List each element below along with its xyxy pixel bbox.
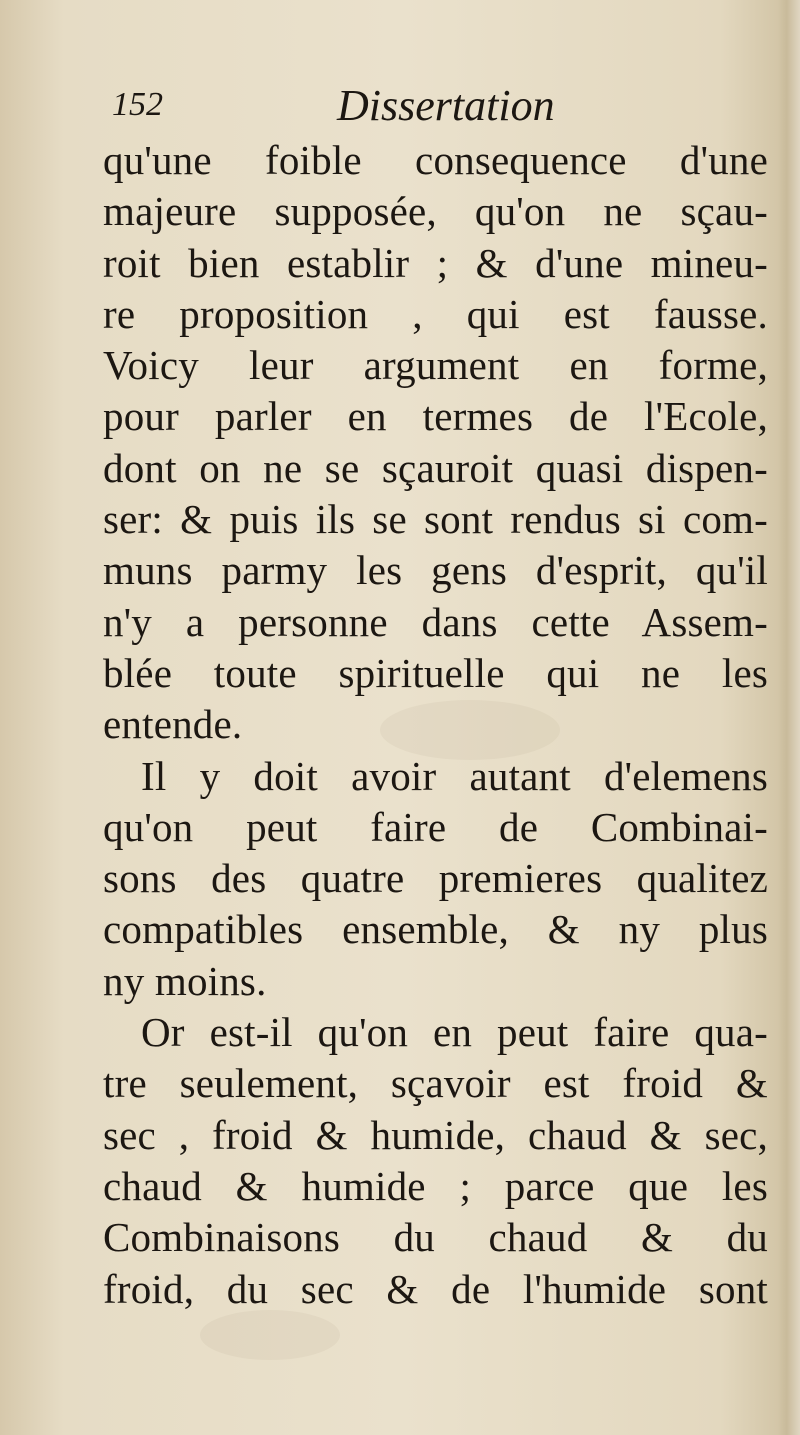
text-line: dont on ne se sçauroit quasi dispen- xyxy=(103,444,768,491)
text-line: entende. xyxy=(103,701,243,748)
text-line: re proposition , qui est fausse. xyxy=(103,290,768,337)
text-line: sons des quatre premieres qualitez xyxy=(103,855,768,902)
text-line: majeure supposée, qu'on ne sçau- xyxy=(103,188,768,235)
text-line: ser: & puis ils se sont rendus si com- xyxy=(103,496,768,543)
text-line: muns parmy les gens d'esprit, qu'il xyxy=(103,547,768,594)
text-line: Combinaisons du chaud & du xyxy=(103,1214,768,1261)
text-line: n'y a personne dans cette Assem- xyxy=(103,598,768,645)
text-line: Or est-il qu'on en peut faire qua- xyxy=(141,1009,768,1056)
body-text xyxy=(103,135,768,1315)
text-line: roit bien establir ; & d'une mineu- xyxy=(103,239,768,286)
text-line: blée toute spirituelle qui ne les xyxy=(103,649,768,696)
paper-stain xyxy=(200,1310,340,1360)
text-line: qu'une foible consequence d'une xyxy=(103,137,768,183)
page-number: 152 xyxy=(112,86,163,123)
text-line: Voicy leur argument en forme, xyxy=(103,342,768,389)
text-line: froid, du sec & de l'humide sont xyxy=(103,1265,768,1312)
text-line: sec , froid & humide, chaud & sec, xyxy=(103,1111,768,1158)
text-line: pour parler en termes de l'Ecole, xyxy=(103,393,768,440)
text-line: tre seulement, sçavoir est froid & xyxy=(103,1060,768,1107)
page-header xyxy=(112,80,712,132)
text-line: ny moins. xyxy=(103,957,267,1004)
text-line: chaud & humide ; parce que les xyxy=(103,1162,768,1209)
text-line: Il y doit avoir autant d'elemens xyxy=(141,752,768,799)
page-spine-shadow xyxy=(778,0,800,1435)
text-line: compatibles ensemble, & ny plus xyxy=(103,906,768,953)
running-title: Dissertation xyxy=(337,81,555,130)
text-line: qu'on peut faire de Combinai- xyxy=(103,803,768,850)
